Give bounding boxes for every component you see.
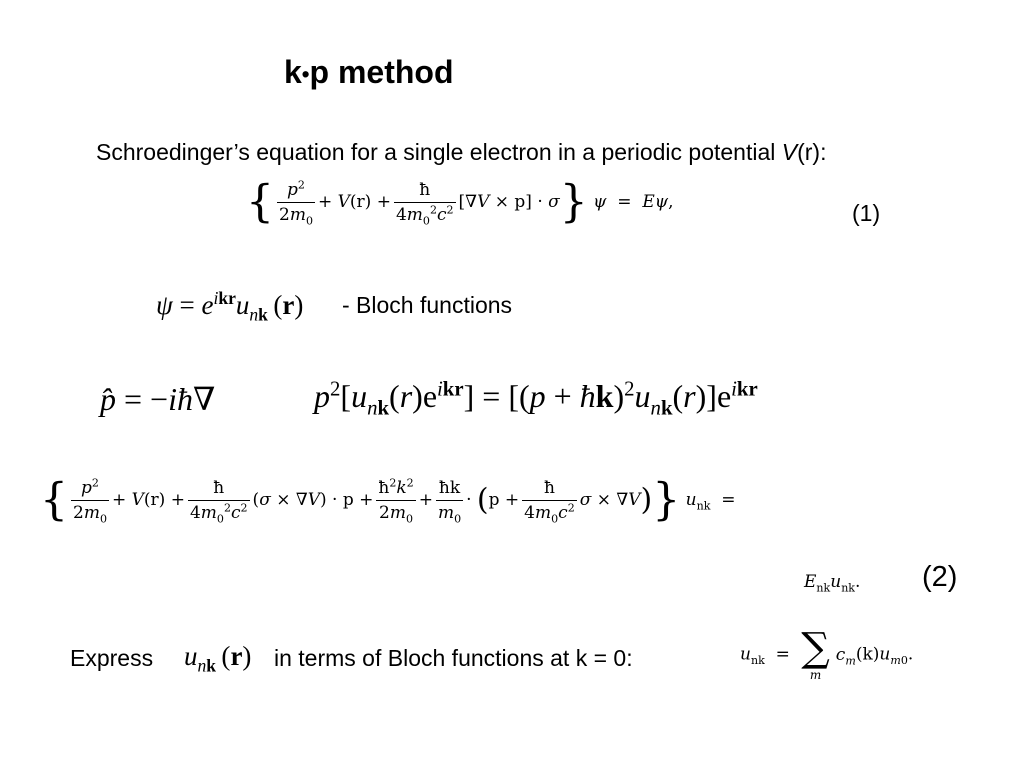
title-k: k: [284, 54, 302, 90]
intro-r: (r):: [797, 139, 827, 165]
momentum-operator: p̂ = −iħ∇: [100, 381, 216, 417]
equation-2-label: (2): [922, 561, 958, 593]
express-after: in terms of Bloch functions at k = 0:: [274, 645, 633, 671]
expansion-equation: $u_{nk}$ = ∑ m $c_m(k)u_{m0}$.: [740, 625, 914, 682]
title-rest: p method: [309, 54, 454, 90]
express-u-nk: $u_{nk}$ (r): [184, 641, 252, 676]
summation-sigma-icon: ∑: [801, 625, 830, 671]
intro-main: Schroedinger’s equation for a single electron in a periodic potential: [96, 139, 782, 165]
equation-1: { $\frac{p^2}{2m_0}$ + V(r) + $\frac{ħ}{4m_0^2c^2}$ [∇V × p] · σ} ψ = Eψ,: [246, 176, 674, 228]
bloch-functions-text: - Bloch functions: [342, 292, 513, 318]
bloch-equation: $\psi = e^{ikr}u_{nk}$ (r): [156, 288, 304, 325]
intro-text: [96, 139, 826, 166]
bullet-dot-icon: •: [301, 61, 310, 87]
equation-1-label: (1): [852, 200, 881, 226]
equation-2-rhs: $E_{nk}u_{nk}$.: [804, 572, 861, 595]
equation-2: { $\frac{p^2}{2m_0}$ + V(r) + $\frac{ħ}{4m_0^2c^2}$ (σ × ∇V) · p + $\frac{ħ^2k^2}{2m_0}$ + $\frac{ħk}{m_0}$ · (p + $\frac{ħ}{4m_0c^2}$ σ × ∇V)} $u_{nk}$ =: [40, 474, 736, 526]
express-before: Express: [70, 645, 154, 671]
intro-v: V: [781, 139, 798, 165]
p-squared-identity: $p^2[u_{nk}(r)e^{ikr}] = [(p$ + $ħk)^2u_{nk}(r)]e^{ikr}$: [314, 377, 758, 420]
page-title: [284, 54, 453, 91]
